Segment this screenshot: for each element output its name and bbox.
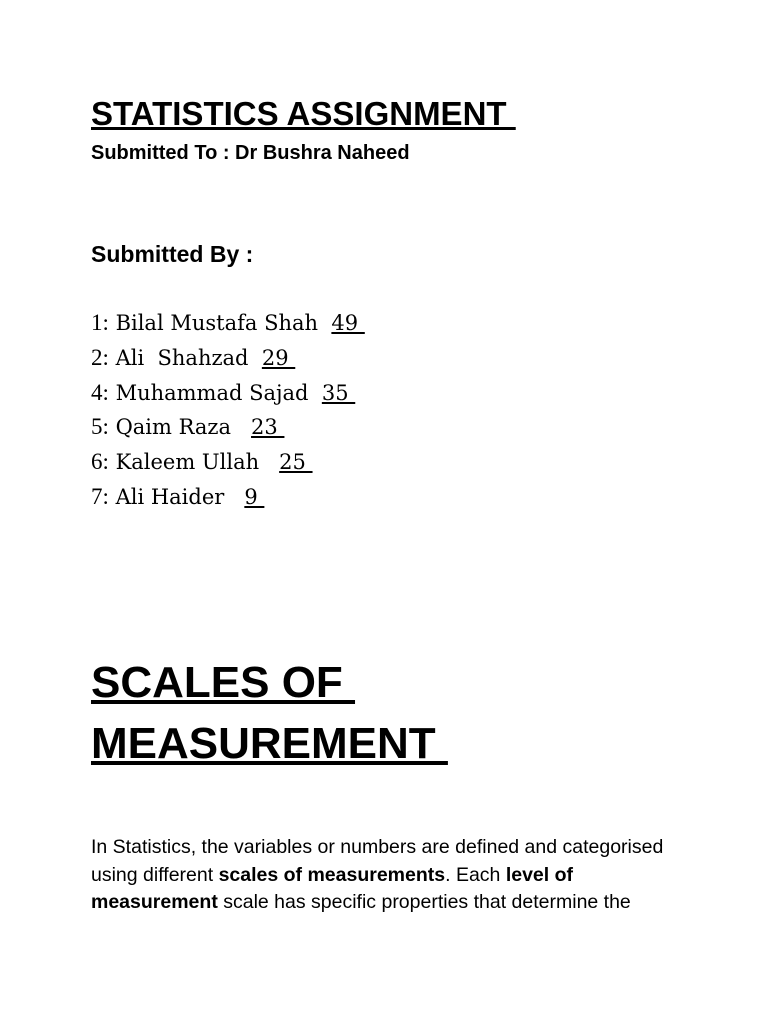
member-item (91, 480, 365, 515)
member-number: 4: (91, 379, 109, 405)
member-name: Ali Shahzad (108, 345, 262, 370)
page-title: STATISTICS ASSIGNMENT (91, 95, 516, 132)
member-roll-number: 9 (244, 484, 265, 509)
member-number: 1: (91, 310, 109, 335)
member-item (91, 445, 365, 480)
member-name: Kaleem Ullah (108, 450, 280, 475)
paragraph-bold-term: scales of measurements (218, 863, 446, 886)
member-roll-number: 49 (331, 311, 365, 335)
member-name: Muhammad Sajad (108, 380, 322, 405)
member-number: 7: (91, 483, 109, 509)
intro-paragraph (91, 834, 691, 917)
member-roll-number: 35 (321, 380, 356, 405)
paragraph-text: In Statistics, the variables or numbers are defined and categorised using different (91, 836, 664, 886)
paragraph-text: scale has specific properties that determine the (217, 891, 631, 913)
submitted-by-label: Submitted By : (91, 241, 254, 267)
member-name: Bilal Mustafa Shah (108, 311, 332, 335)
member-name: Ali Haider (108, 484, 245, 509)
member-number: 2: (91, 344, 109, 370)
member-list (91, 306, 365, 515)
section-heading-line: MEASUREMENT (91, 719, 448, 768)
member-item (91, 306, 365, 341)
paragraph-text: . Each (445, 863, 506, 886)
member-item (91, 341, 365, 376)
member-number: 5: (91, 414, 109, 440)
member-item (91, 410, 365, 445)
member-item (91, 376, 365, 411)
member-roll-number: 29 (261, 345, 296, 370)
section-heading-line: SCALES OF (91, 658, 356, 707)
member-number: 6: (91, 449, 109, 475)
member-roll-number: 23 (251, 415, 285, 440)
section-heading (91, 652, 731, 774)
member-roll-number: 25 (279, 450, 313, 475)
submitted-to-line: Submitted To : Dr Bushra Naheed (91, 142, 410, 164)
paragraph-bold-term: level of measurement (91, 863, 574, 913)
member-name: Qaim Raza (108, 415, 252, 440)
